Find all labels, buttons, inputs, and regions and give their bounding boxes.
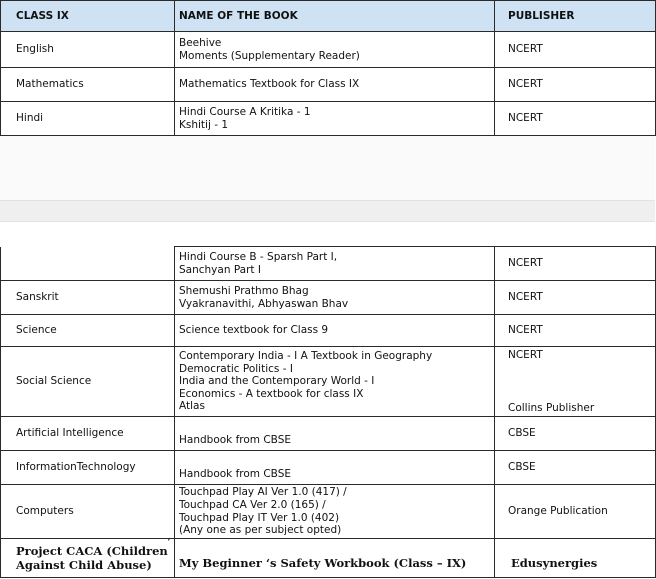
book-title: Moments (Supplementary Reader) <box>179 49 360 62</box>
publisher-cell: NCERT <box>495 281 656 315</box>
book-title: Hindi Course A Kritika - 1 <box>179 105 311 118</box>
publisher-cell: NCERT <box>495 32 656 68</box>
book-title: Touchpad Play IT Ver 1.0 (402) <box>179 511 340 524</box>
book-title: Touchpad CA Ver 2.0 (165) / <box>179 498 326 511</box>
book-list-table-top <box>0 0 656 136</box>
book-title: Contemporary India - I A Textbook in Geography <box>179 350 433 363</box>
book-title: Touchpad Play AI Ver 1.0 (417) / <box>179 486 347 499</box>
book-title: Shemushi Prathmo Bhag <box>179 284 309 297</box>
table-row <box>1 281 656 315</box>
publisher-cell: CBSE <box>495 417 656 451</box>
subject-cell: Science <box>1 315 175 347</box>
table-row <box>1 485 656 539</box>
table-row <box>1 32 656 68</box>
book-title: Vyakranavithi, Abhyaswan Bhav <box>179 297 349 310</box>
publisher-primary: NCERT <box>508 349 543 361</box>
table-row <box>1 451 656 485</box>
book-cell: Handbook from CBSE <box>175 417 495 451</box>
table-row <box>1 247 656 281</box>
book-title: India and the Contemporary World - I <box>179 375 375 388</box>
publisher-cell: NCERT <box>495 247 656 281</box>
subject-cell: Hindi <box>1 102 175 136</box>
subject-cell: Computers <box>1 485 175 539</box>
subject-cell: Sanskrit <box>1 281 175 315</box>
book-title: Atlas <box>179 400 205 413</box>
book-list-table-bottom <box>0 246 656 578</box>
stray-mark: ‘ <box>167 535 171 549</box>
page-break-strip <box>0 200 655 222</box>
book-title: Economics - A textbook for class IX <box>179 387 364 400</box>
publisher-cell: NCERT <box>495 102 656 136</box>
book-cell <box>175 32 495 68</box>
table-row <box>1 68 656 102</box>
book-cell <box>175 485 495 539</box>
table-row <box>1 315 656 347</box>
table-row <box>1 347 656 417</box>
subject-cell: English <box>1 32 175 68</box>
book-cell: Science textbook for Class 9 <box>175 315 495 347</box>
publisher-cell: CBSE <box>495 451 656 485</box>
book-title: Beehive <box>179 36 222 49</box>
book-cell: Mathematics Textbook for Class IX <box>175 68 495 102</box>
subject-cell: Project CACA (Children Against Child Abuse) <box>1 539 175 578</box>
book-title: My Beginner ‘s Safety Workbook (Class – IX) <box>179 555 467 570</box>
book-cell <box>175 247 495 281</box>
subject-cell: Artificial Intelligence <box>1 417 175 451</box>
publisher-cell: Orange Publication <box>495 485 656 539</box>
table-header-row <box>1 1 656 32</box>
book-title: Sanchyan Part I <box>179 263 261 276</box>
publisher-cell: Edusynergies <box>495 539 656 578</box>
subject-cell <box>1 247 175 281</box>
table-row <box>1 417 656 451</box>
book-cell <box>167 535 495 578</box>
publisher-cell: NCERT <box>495 315 656 347</box>
page-gap <box>0 136 655 200</box>
table-row <box>1 539 656 578</box>
subject-cell: Social Science <box>1 347 175 417</box>
book-cell: Handbook from CBSE <box>175 451 495 485</box>
publisher-cell: NCERT <box>495 68 656 102</box>
table-row <box>1 102 656 136</box>
subject-cell: Mathematics <box>1 68 175 102</box>
book-cell <box>175 102 495 136</box>
book-title: (Any one as per subject opted) <box>179 524 342 537</box>
subject-cell: InformationTechnology <box>1 451 175 485</box>
header-class: CLASS IX <box>1 1 175 32</box>
book-title: Hindi Course B - Sparsh Part I, <box>179 250 338 263</box>
book-cell <box>175 281 495 315</box>
book-title: Kshitij - 1 <box>179 118 229 131</box>
publisher-secondary: Collins Publisher <box>508 402 595 415</box>
publisher-cell <box>495 347 656 417</box>
book-cell <box>175 347 495 417</box>
header-publisher: PUBLISHER <box>495 1 656 32</box>
book-title: Democratic Politics - I <box>179 362 293 375</box>
header-book: NAME OF THE BOOK <box>175 1 495 32</box>
